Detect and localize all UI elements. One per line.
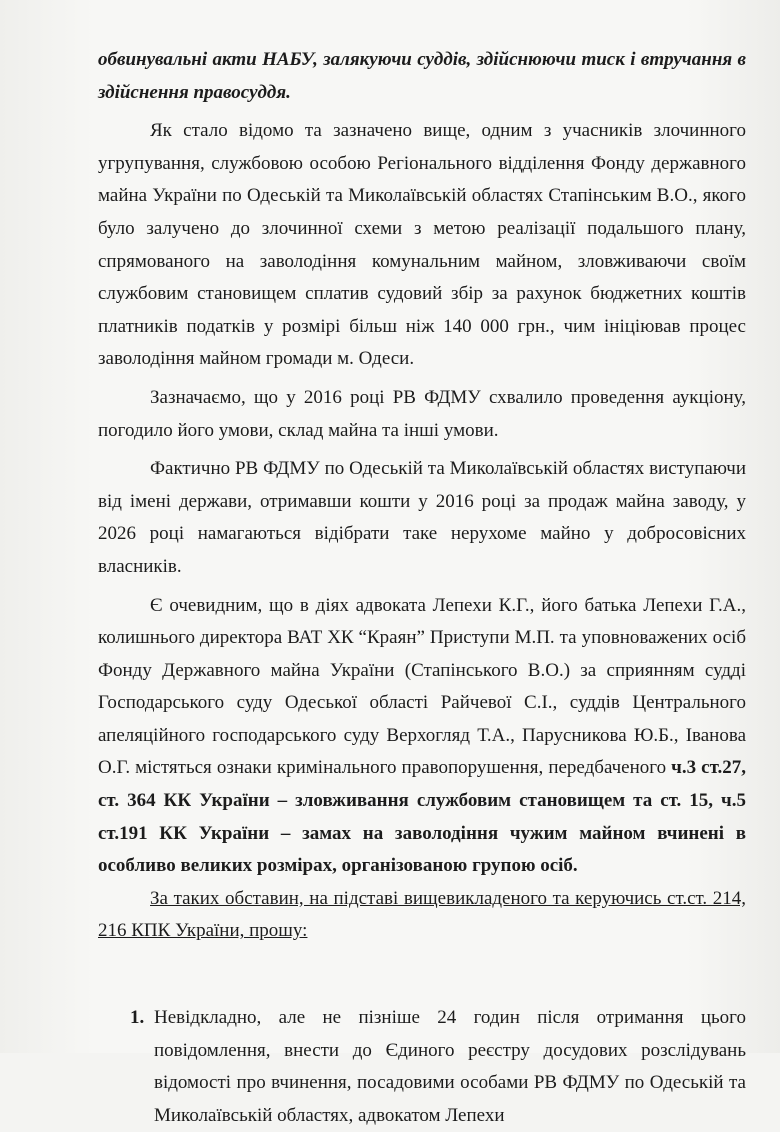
spacer — [98, 948, 746, 1002]
paragraph-4 — [98, 590, 746, 883]
paragraph-5: За таких обставин, на підставі вищевикладеного та керуючись ст.ст. 214, 216 КПК України, прошу: — [98, 887, 746, 942]
paragraph-3: Фактично РВ ФДМУ по Одеській та Миколаївській областях виступаючи від імені держави, отримавши кошти у 2016 році за продаж майна заводу, у 2026 році намагаються відібрати таке нерухоме майно у добросовісних власників. — [98, 458, 746, 577]
paragraph-2: Зазначаємо, що у 2016 році РВ ФДМУ схвалило проведення аукціону, погодило його умови, склад майна та інші умови. — [98, 386, 746, 441]
paragraph-4-text: Є очевидним, що в діях адвоката Лепехи К.Г., його батька Лепехи Г.А., колишнього директора ВАТ ХК “Краян” Приступи М.П. та уповноважених осіб Фонду Державного майна України (Стапінського В.О.) за сприянням судді Господарського суду Одеської області Райчевої С.І., суддів Центрального апеляційного господарського суду Верхогляд Т.А., Парусникова Ю.Б., Іванова О.Г. містяться ознаки кримінального правопорушення, передбаченого — [98, 594, 746, 779]
list-item — [98, 1002, 746, 1132]
list-item-text: Невідкладно, але не пізніше 24 годин після отримання цього повідомлення, внести до Єдиного реєстру досудових розслідувань відомості про вчинення, посадовими особами РВ ФДМУ по Одеській та Миколаївській областях, адвокатом Лепехи — [154, 1007, 746, 1126]
intro-line: обвинувальні акти НАБУ, залякуючи суддів, здійснюючи тиск і втручання в здійснення правосуддя. — [98, 49, 746, 103]
document-body — [98, 44, 746, 1132]
list-item-number: 1. — [130, 1007, 145, 1029]
paragraph-1: Як стало відомо та зазначено вище, одним з учасників злочинного угрупування, службовою особою Регіонального відділення Фонду державного майна України по Одеській та Миколаївській областях Стапінським В.О., якого було залучено до злочинної схеми з метою реалізації подальшого плану, спрямованого на заволодіння комунальним майном, зловживаючи своїм службовим становищем сплатив судовий збір за рахунок бюджетних коштів платників податків у розмірі більш ніж 140 000 грн., чим ініціював процес заволодіння майном громади м. Одеси. — [98, 120, 746, 370]
paragraph-4-bold-text: ч.3 ст.27, ст. 364 КК України – зловживання службовим становищем та ст. 15, ч.5 ст.191 КК України – замах на заволодіння чужим майном вчинені в особливо великих розмірах, організованою групою осіб. — [98, 757, 746, 877]
